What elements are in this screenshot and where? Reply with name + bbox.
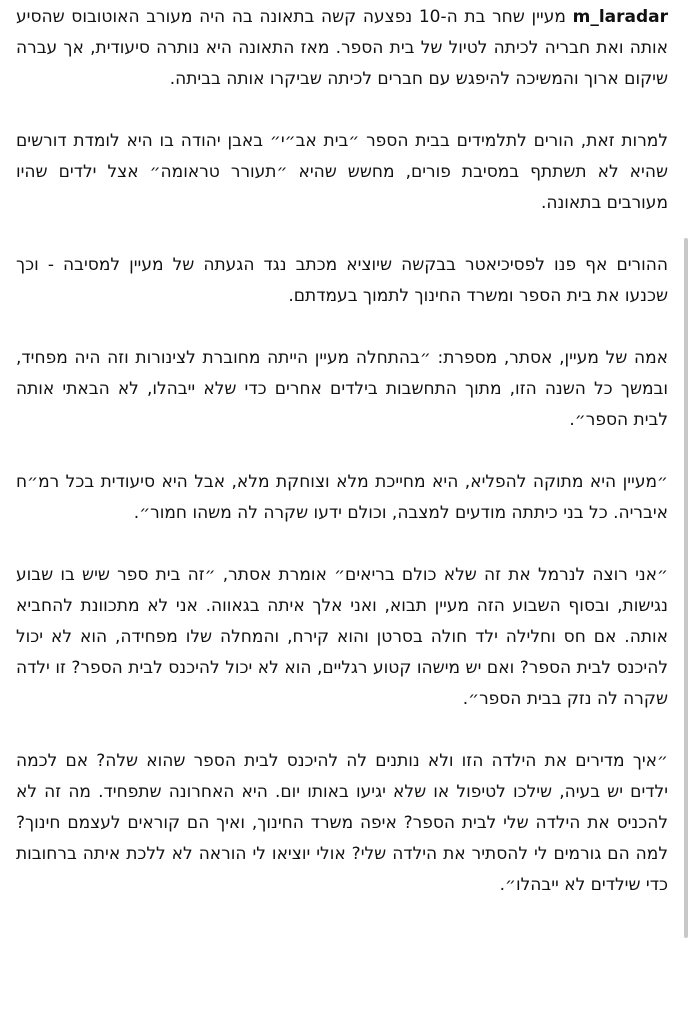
scrollbar[interactable] xyxy=(684,238,688,938)
caption-paragraph: ההורים אף פנו לפסיכיאטר בבקשה שיוציא מכתב נגד הגעתה של מעיין למסיבה - וכך שכנעו את בית הספר ומשרד החינוך לתמוך בעמדתם. xyxy=(16,255,668,306)
caption-paragraph xyxy=(12,2,682,95)
caption-text: מעיין שחר בת ה-10 נפצעה קשה בתאונה בה היה מעורב האוטובוס שהסיע אותה ואת חבריה לכיתה לטיול של בית הספר. מאז התאונה היא נותרה סיעודית, אך עברה שיקום ארוך והמשיכה להיפגש עם חברים לכיתה שביקרו אותה בביתה. xyxy=(16,7,668,89)
caption-paragraph: ״איך מדירים את הילדה הזו ולא נותנים לה להיכנס לבית הספר שהוא שלה? אם לכמה ילדים יש בעיה, שילכו לטיפול או שלא יגיעו באותו יום. היא האחרונה שתפחיד. מה זה לא להכניס את הילדה שלי לבית הספר? איפה משרד החינוך, ואיך הם קוראים לעצמם חינוך? למה הם גורמים לי להסתיר את הילדה שלי? אולי יוציאו לי הוראה לא ללכת איתה ברחובות כדי שילדים לא ייבהלו״. xyxy=(16,751,668,895)
caption-paragraph: ״מעיין היא מתוקה להפליא, היא מחייכת מלא וצוחקת מלא, אבל היא סיעודית בכל רמ״ח איבריה. כל בני כיתתה מודעים למצבה, וכולם ידעו שקרה לה משהו חמור״. xyxy=(16,472,668,523)
username[interactable]: m_laradar xyxy=(572,7,669,27)
caption-paragraph: ״אני רוצה לנרמל את זה שלא כולם בריאים״ אומרת אסתר, ״זה בית ספר שיש בו שבוע נגישות, ובסוף השבוע הזה מעיין תבוא, ואני אלך איתה בגאווה. אני לא מתכוונת להחביא אותה. אם חס וחלילה ילד חולה בסרטן והוא קירח, והמחלה שלו מפחידה, הוא לא יכול להיכנס לבית הספר? ואם יש מישהו קטוע רגליים, הוא לא יכול להיכנס לבית הספר? זו ילדה שקרה לה נזק בבית הספר״. xyxy=(16,565,668,709)
caption-paragraph: למרות זאת, הורים לתלמידים בבית הספר ״בית אב״י״ באבן יהודה בו היא לומדת דורשים שהיא לא תשתתף במסיבת פורים, מחשש שהיא ״תעורר טראומה״ אצל ילדים שהיו מעורבים בתאונה. xyxy=(16,131,668,213)
post-caption xyxy=(12,0,682,1024)
caption-paragraph: אמה של מעיין, אסתר, מספרת: ״בהתחלה מעיין הייתה מחוברת לצינורות וזה היה מפחיד, ובמשך כל השנה הזו, מתוך התחשבות בילדים אחרים כדי שלא ייבהלו, לא הבאתי אותה לבית הספר״. xyxy=(16,348,668,430)
